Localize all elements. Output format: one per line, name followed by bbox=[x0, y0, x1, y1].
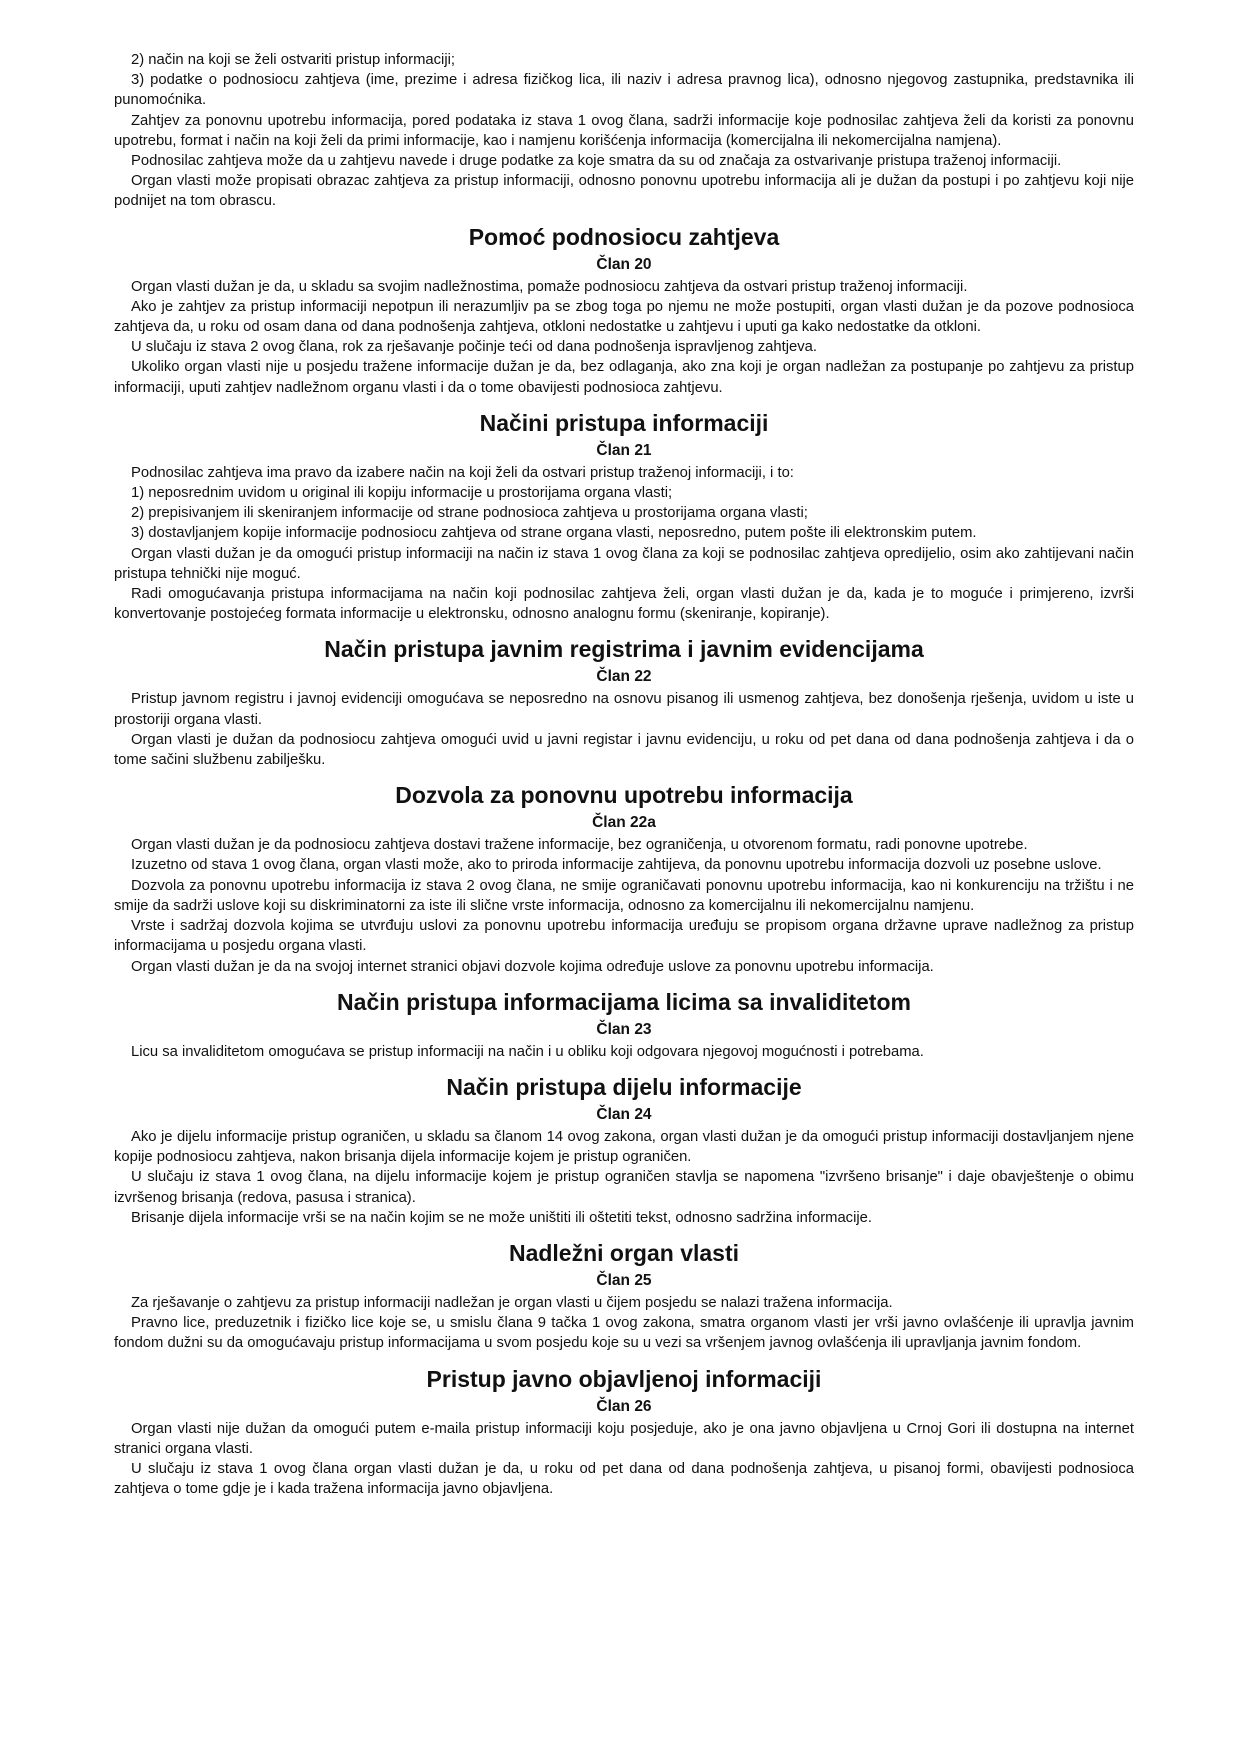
list-item: 3) dostavljanjem kopije informacije podnosiocu zahtjeva od strane organa vlasti, neposredno, putem pošte ili elektronskim putem. bbox=[131, 525, 977, 542]
paragraph: Podnosilac zahtjeva ima pravo da izabere način na koji želi da ostvari pristup traženoj informaciji, i to: bbox=[131, 464, 794, 481]
paragraph: Izuzetno od stava 1 ovog člana, organ vlasti može, ako to priroda informacije zahtijeva, da ponovnu upotrebu informacija dozvoli uz posebne uslove. bbox=[131, 857, 1102, 874]
paragraph: Radi omogućavanja pristupa informacijama na način koji podnosilac zahtjeva želi, organ vlasti dužan je da, kada je to moguće i primjereno, izvrši konvertovanje postojećeg formata informacije u elektronsku, odnosno analognu formu (skeniranje, kopiranje). bbox=[114, 586, 1134, 623]
paragraph: Ako je zahtjev za pristup informaciji nepotpun ili nerazumljiv pa se zbog toga po njemu ne može postupiti, organ vlasti dužan je da pozove podnosioca zahtjeva da, u roku od osam dana od dana podnošenja zahtjeva, otkloni nedostatke u zahtjevu i uputi ga kako nedostatke da otkloni. bbox=[114, 298, 1134, 336]
document-page bbox=[114, 50, 1134, 1499]
article-number: Član 22a bbox=[592, 814, 656, 832]
section-clan-25 bbox=[114, 1239, 1134, 1354]
section-title: Način pristupa informacijama licima sa invaliditetom bbox=[337, 988, 911, 1015]
paragraph: Brisanje dijela informacije vrši se na način kojim se ne može uništiti ili oštetiti tekst, odnosno sadržina informacije. bbox=[131, 1209, 872, 1226]
paragraph: Organ vlasti dužan je da na svojoj internet stranici objavi dozvole kojima određuje uslove za ponovnu upotrebu informacija. bbox=[131, 958, 934, 975]
section-clan-21 bbox=[114, 409, 1134, 625]
paragraph: Organ vlasti dužan je da podnosiocu zahtjeva dostavi tražene informacije, bez ograničenja, u otvorenom formatu, radi ponovne upotrebe. bbox=[131, 837, 1028, 854]
section-clan-22 bbox=[114, 635, 1134, 770]
intro-block bbox=[114, 50, 1134, 212]
paragraph: Dozvola za ponovnu upotrebu informacija iz stava 2 ovog člana, ne smije ograničavati ponovnu upotrebu informacija, kao ni konkurenciju na tržištu i ne smije da sadrži uslove koji su diskriminatorni za iste ili slične vrste informacija, odnosno za komercijalnu ili nekomercijalnu namjenu. bbox=[114, 877, 1134, 914]
section-clan-22a bbox=[114, 781, 1134, 976]
list-item: 2) prepisivanjem ili skeniranjem informacije od strane podnosioca zahtjeva u prostorijama organa vlasti; bbox=[131, 505, 808, 522]
paragraph: U slučaju iz stava 2 ovog člana, rok za rješavanje počinje teći od dana podnošenja ispravljenog zahtjeva. bbox=[131, 339, 818, 356]
article-number: Član 26 bbox=[596, 1397, 652, 1415]
paragraph: Organ vlasti dužan je da, u skladu sa svojim nadležnostima, pomaže podnosiocu zahtjeva da ostvari pristup traženoj informaciji. bbox=[131, 278, 968, 295]
paragraph: Organ vlasti je dužan da podnosiocu zahtjeva omogući uvid u javni registar i javnu evidenciju, u roku od pet dana od dana podnošenja zahtjeva i da o tome sačini službenu zabilješku. bbox=[114, 731, 1134, 769]
section-clan-23 bbox=[114, 988, 1134, 1062]
paragraph: Organ vlasti dužan je da omogući pristup informaciji na način iz stava 1 ovog člana za koji se podnosilac zahtjeva opredijelio, osim ako zahtijevani način pristupa tehnički nije moguć. bbox=[114, 545, 1134, 582]
section-title: Dozvola za ponovnu upotrebu informacija bbox=[395, 782, 853, 809]
article-number: Član 21 bbox=[596, 441, 652, 459]
section-clan-24 bbox=[114, 1073, 1134, 1228]
article-number: Član 20 bbox=[596, 255, 652, 273]
paragraph: Pristup javnom registru i javnoj evidenciji omogućava se neposredno na osnovu pisanog ili usmenog zahtjeva, bez donošenja rješenja, uvidom u iste u prostoriji organa vlasti. bbox=[114, 691, 1134, 728]
section-title: Pomoć podnosiocu zahtjeva bbox=[468, 223, 780, 250]
section-title: Nadležni organ vlasti bbox=[508, 1239, 740, 1266]
article-number: Član 22 bbox=[596, 668, 652, 686]
paragraph: Ukoliko organ vlasti nije u posjedu tražene informacije dužan je da, bez odlaganja, ako zna koji je organ nadležan za postupanje po zahtjevu za pristup informaciji, uputi zahtjev nadležnom organu vlasti i da o tome obavijesti podnosioca zahtjevu. bbox=[114, 359, 1134, 396]
paragraph: Pravno lice, preduzetnik i fizičko lice koje se, u smislu člana 9 tačka 1 ovog zakona, smatra organom vlasti jer vrši javno ovlašćenje ili upravlja javnim fondom dužni su da omogućavaju pristup informacijama u svom posjedu koje su u vezi sa vršenjem javnog ovlašćenja ili upravljanja javnim fondom. bbox=[114, 1315, 1134, 1352]
section-title: Načini pristupa informaciji bbox=[479, 409, 769, 436]
paragraph: Vrste i sadržaj dozvola kojima se utvrđuju uslovi za ponovnu upotrebu informacija uređuju se propisom organa državne uprave nadležnog za pristup informacijama u posjedu organa vlasti. bbox=[114, 918, 1134, 955]
article-number: Član 23 bbox=[596, 1020, 652, 1038]
paragraph: Organ vlasti nije dužan da omogući putem e-maila pristup informaciji koju posjeduje, ako je ona javno objavljena u Crnoj Gori ili dostupna na internet stranici organa vlasti. bbox=[114, 1420, 1134, 1457]
paragraph: Za rješavanje o zahtjevu za pristup informaciji nadležan je organ vlasti u čijem posjedu se nalazi tražena informacija. bbox=[131, 1294, 893, 1311]
paragraph: U slučaju iz stava 1 ovog člana organ vlasti dužan je da, u roku od pet dana od dana podnošenja zahtjeva, u pisanoj formi, obavijesti podnosioca zahtjeva o tome gdje je i kada tražena informacija javno objavljena. bbox=[114, 1460, 1134, 1498]
section-title: Način pristupa dijelu informacije bbox=[446, 1073, 802, 1100]
article-number: Član 24 bbox=[596, 1105, 652, 1123]
intro-paragraph: 2) način na koji se želi ostvariti pristup informaciji; bbox=[131, 52, 456, 68]
paragraph: Ako je dijelu informacije pristup ograničen, u skladu sa članom 14 ovog zakona, organ vlasti dužan je da omogući pristup informaciji dostavljanjem njene kopije podnosiocu zahtjeva, nakon brisanja dijela informacije kojem je pristup ograničen. bbox=[114, 1128, 1134, 1166]
section-title: Način pristupa javnim registrima i javnim evidencijama bbox=[324, 636, 924, 663]
intro-paragraph: Podnosilac zahtjeva može da u zahtjevu navede i druge podatke za koje smatra da su od značaja za ostvarivanje pristupa traženoj informaciji. bbox=[131, 153, 1062, 170]
paragraph: U slučaju iz stava 1 ovog člana, na dijelu informacije kojem je pristup ograničen stavlja se napomena "izvršeno brisanje" i daje obavještenje o obimu izvršenog brisanja (redova, pasusa i stranica). bbox=[114, 1169, 1134, 1206]
intro-paragraph: Zahtjev za ponovnu upotrebu informacija, pored podataka iz stava 1 ovog člana, sadrži informacije koje podnosilac zahtjeva želi da koristi za ponovnu upotrebu, format i način na koji želi da primi informacije, kao i namjenu korišćenja informacija (komercijalna ili nekomercijalna namjena). bbox=[114, 112, 1134, 149]
intro-paragraph: Organ vlasti može propisati obrazac zahtjeva za pristup informaciji, odnosno ponovnu upotrebu informacija ali je dužan da postupi i po zahtjevu koji nije podnijet na tom obrascu. bbox=[114, 173, 1134, 210]
section-clan-20 bbox=[114, 223, 1134, 398]
section-title: Pristup javno objavljenoj informaciji bbox=[426, 1365, 822, 1392]
section-clan-26 bbox=[114, 1365, 1134, 1500]
list-item: 1) neposrednim uvidom u original ili kopiju informacije u prostorijama organa vlasti; bbox=[131, 485, 673, 502]
article-number: Član 25 bbox=[596, 1271, 652, 1289]
intro-paragraph: 3) podatke o podnosiocu zahtjeva (ime, prezime i adresa fizičkog lica, ili naziv i adresa pravnog lica), odnosno njegovog zastupnika, predstavnika ili punomoćnika. bbox=[114, 72, 1134, 109]
paragraph: Licu sa invaliditetom omogućava se pristup informaciji na način i u obliku koji odgovara njegovoj mogućnosti i potrebama. bbox=[131, 1043, 924, 1060]
